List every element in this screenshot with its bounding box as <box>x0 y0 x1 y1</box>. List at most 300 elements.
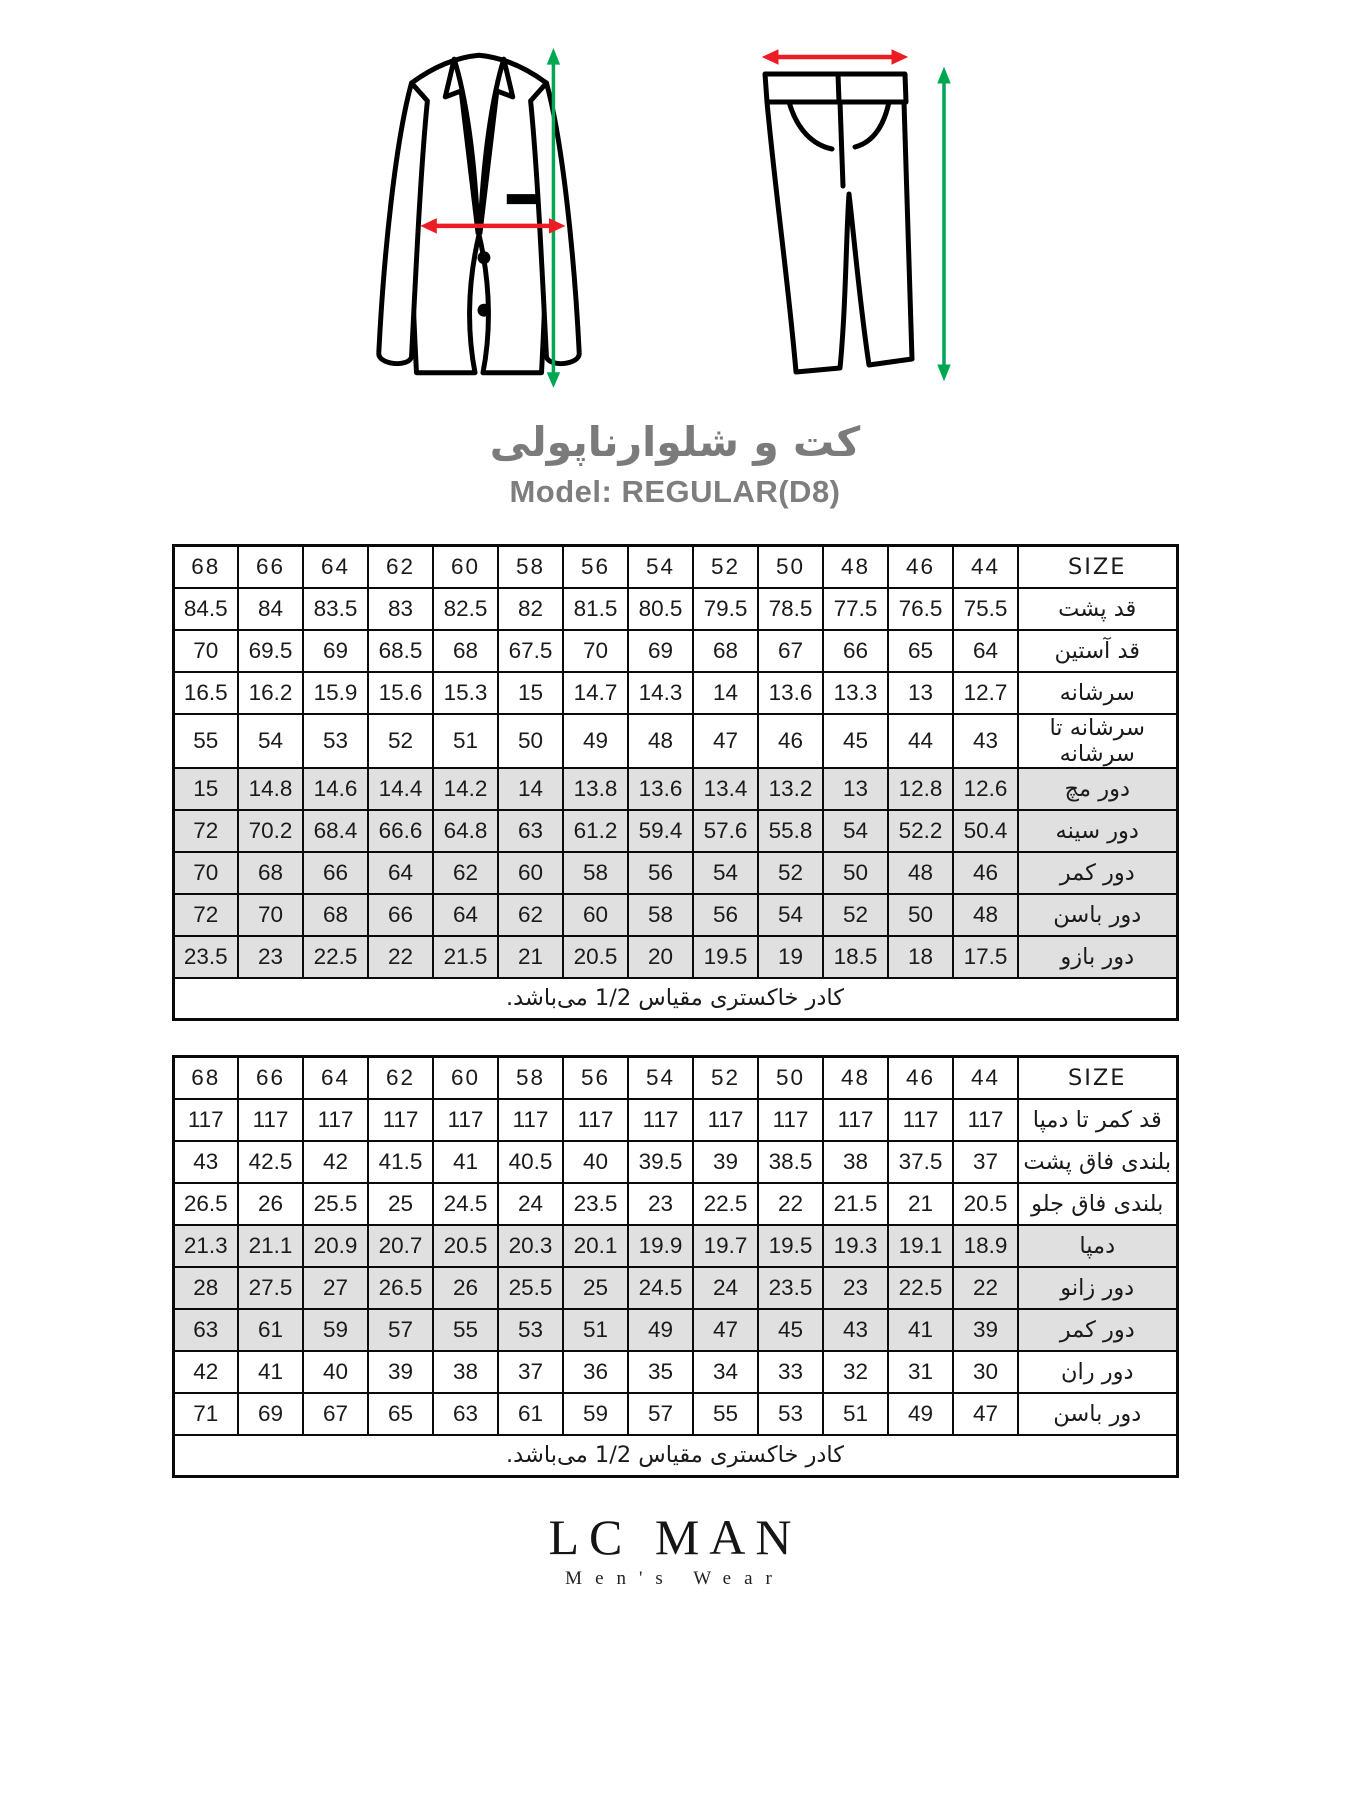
size-cell: 48 <box>823 546 888 588</box>
measurement-cell: 40 <box>303 1351 368 1393</box>
measurement-cell: 41 <box>238 1351 303 1393</box>
measurement-cell: 70 <box>563 630 628 672</box>
measurement-row <box>173 894 1177 936</box>
measurement-cell: 83.5 <box>303 588 368 630</box>
measurement-cell: 20.9 <box>303 1225 368 1267</box>
measurement-cell: 60 <box>498 852 563 894</box>
measurement-cell: 20.5 <box>563 936 628 978</box>
measurement-cell: 14.6 <box>303 768 368 810</box>
measurement-cell: 48 <box>953 894 1018 936</box>
measurement-cell: 117 <box>303 1099 368 1141</box>
measurement-cell: 53 <box>758 1393 823 1435</box>
measurement-cell: 18 <box>888 936 953 978</box>
measurement-cell: 17.5 <box>953 936 1018 978</box>
size-cell: 58 <box>498 546 563 588</box>
measurement-cell: 13 <box>888 672 953 714</box>
measurement-cell: 20.3 <box>498 1225 563 1267</box>
measurement-cell: 67.5 <box>498 630 563 672</box>
size-cell: 44 <box>953 1057 1018 1099</box>
measurement-cell: 34 <box>693 1351 758 1393</box>
measurement-cell: 53 <box>498 1309 563 1351</box>
pants-fly-line <box>840 102 843 186</box>
measurement-cell: 76.5 <box>888 588 953 630</box>
size-cell: 48 <box>823 1057 888 1099</box>
measurement-cell: 43 <box>173 1141 238 1183</box>
measurement-cell: 70.2 <box>238 810 303 852</box>
measurement-cell: 28 <box>173 1267 238 1309</box>
measurement-cell: 14.8 <box>238 768 303 810</box>
measurement-cell: 48 <box>888 852 953 894</box>
waist-width-arrow <box>763 50 907 64</box>
measurement-cell: 41 <box>888 1309 953 1351</box>
measurement-row <box>173 1225 1177 1267</box>
measurement-cell: 81.5 <box>563 588 628 630</box>
measurement-cell: 78.5 <box>758 588 823 630</box>
measurement-cell: 22.5 <box>303 936 368 978</box>
measurement-cell: 22.5 <box>693 1183 758 1225</box>
measurement-row <box>173 1267 1177 1309</box>
measurement-cell: 37 <box>498 1351 563 1393</box>
measurement-cell: 47 <box>953 1393 1018 1435</box>
measurement-cell: 51 <box>563 1309 628 1351</box>
measurement-cell: 69 <box>303 630 368 672</box>
measurement-cell: 68 <box>693 630 758 672</box>
measurement-cell: 32 <box>823 1351 888 1393</box>
measurement-cell: 37.5 <box>888 1141 953 1183</box>
measurement-cell: 117 <box>628 1099 693 1141</box>
size-cell: 46 <box>888 546 953 588</box>
pants-belt-seam <box>838 74 839 102</box>
measurement-cell: 65 <box>368 1393 433 1435</box>
measurement-cell: 19.7 <box>693 1225 758 1267</box>
measurement-cell: 51 <box>823 1393 888 1435</box>
size-label: SIZE <box>1018 1057 1177 1099</box>
jacket-line-art <box>350 38 608 388</box>
size-cell: 64 <box>303 1057 368 1099</box>
measurement-cell: 117 <box>433 1099 498 1141</box>
measurement-cell: 117 <box>758 1099 823 1141</box>
measurement-cell: 54 <box>693 852 758 894</box>
measurement-cell: 117 <box>823 1099 888 1141</box>
measurement-cell: 45 <box>758 1309 823 1351</box>
measurement-row <box>173 672 1177 714</box>
measurement-cell: 63 <box>173 1309 238 1351</box>
measurement-cell: 16.5 <box>173 672 238 714</box>
measurement-cell: 65 <box>888 630 953 672</box>
size-cell: 66 <box>238 1057 303 1099</box>
measurement-cell: 117 <box>563 1099 628 1141</box>
measurement-cell: 23.5 <box>173 936 238 978</box>
measurement-row-label: دور کمر <box>1018 1309 1177 1351</box>
jacket-button-bottom <box>478 304 491 317</box>
measurement-cell: 25 <box>563 1267 628 1309</box>
measurement-cell: 45 <box>823 714 888 768</box>
measurement-cell: 26.5 <box>368 1267 433 1309</box>
measurement-row <box>173 714 1177 768</box>
measurement-cell: 58 <box>563 852 628 894</box>
garment-illustrations <box>170 38 1140 390</box>
measurement-cell: 21.1 <box>238 1225 303 1267</box>
measurement-cell: 80.5 <box>628 588 693 630</box>
measurement-row <box>173 1183 1177 1225</box>
measurement-cell: 64 <box>433 894 498 936</box>
measurement-cell: 66 <box>303 852 368 894</box>
measurement-cell: 22 <box>368 936 433 978</box>
measurement-cell: 26 <box>238 1183 303 1225</box>
size-cell: 62 <box>368 546 433 588</box>
measurement-cell: 38.5 <box>758 1141 823 1183</box>
brand-footer <box>170 1509 1180 1590</box>
measurement-row-label: بلندی فاق جلو <box>1018 1183 1177 1225</box>
measurement-cell: 47 <box>693 1309 758 1351</box>
measurement-cell: 71 <box>173 1393 238 1435</box>
measurement-cell: 63 <box>498 810 563 852</box>
table-note-row <box>173 1435 1177 1477</box>
measurement-cell: 42.5 <box>238 1141 303 1183</box>
measurement-cell: 13.8 <box>563 768 628 810</box>
measurement-cell: 68.4 <box>303 810 368 852</box>
measurement-cell: 117 <box>888 1099 953 1141</box>
measurement-cell: 21.5 <box>433 936 498 978</box>
size-header-row <box>173 1057 1177 1099</box>
outseam-length-arrow <box>938 68 950 380</box>
measurement-row-label: بلندی فاق پشت <box>1018 1141 1177 1183</box>
measurement-row-label: سرشانه تا سرشانه <box>1018 714 1177 768</box>
size-label: SIZE <box>1018 546 1177 588</box>
measurement-cell: 21.3 <box>173 1225 238 1267</box>
measurement-cell: 49 <box>563 714 628 768</box>
measurement-cell: 49 <box>888 1393 953 1435</box>
measurement-cell: 12.6 <box>953 768 1018 810</box>
measurement-row-label: قد کمر تا دمپا <box>1018 1099 1177 1141</box>
measurement-cell: 57.6 <box>693 810 758 852</box>
measurement-cell: 59 <box>563 1393 628 1435</box>
measurement-cell: 43 <box>823 1309 888 1351</box>
measurement-cell: 25.5 <box>303 1183 368 1225</box>
pants-waistband <box>765 74 906 102</box>
measurement-cell: 84.5 <box>173 588 238 630</box>
measurement-cell: 117 <box>498 1099 563 1141</box>
measurement-cell: 14.7 <box>563 672 628 714</box>
measurement-cell: 21.5 <box>823 1183 888 1225</box>
measurement-row-label: دور بازو <box>1018 936 1177 978</box>
measurement-cell: 37 <box>953 1141 1018 1183</box>
measurement-cell: 24.5 <box>433 1183 498 1225</box>
measurement-cell: 24.5 <box>628 1267 693 1309</box>
measurement-cell: 117 <box>693 1099 758 1141</box>
measurement-cell: 50.4 <box>953 810 1018 852</box>
measurement-cell: 20.5 <box>953 1183 1018 1225</box>
measurement-row-label: دور باسن <box>1018 1393 1177 1435</box>
measurement-cell: 58 <box>628 894 693 936</box>
measurement-row-label: دور زانو <box>1018 1267 1177 1309</box>
pants-illustration <box>738 38 960 384</box>
measurement-cell: 70 <box>173 630 238 672</box>
measurement-cell: 33 <box>758 1351 823 1393</box>
measurement-cell: 77.5 <box>823 588 888 630</box>
measurement-cell: 40 <box>563 1141 628 1183</box>
measurement-row <box>173 768 1177 810</box>
measurement-cell: 19.9 <box>628 1225 693 1267</box>
size-cell: 52 <box>693 546 758 588</box>
measurement-cell: 70 <box>238 894 303 936</box>
measurement-cell: 83 <box>368 588 433 630</box>
measurement-row <box>173 936 1177 978</box>
size-cell: 60 <box>433 1057 498 1099</box>
measurement-cell: 26 <box>433 1267 498 1309</box>
measurement-cell: 15.3 <box>433 672 498 714</box>
measurement-cell: 52 <box>823 894 888 936</box>
measurement-cell: 24 <box>498 1183 563 1225</box>
measurement-cell: 52.2 <box>888 810 953 852</box>
measurement-cell: 19.1 <box>888 1225 953 1267</box>
measurement-row-label: سرشانه <box>1018 672 1177 714</box>
measurement-cell: 61.2 <box>563 810 628 852</box>
measurement-cell: 40.5 <box>498 1141 563 1183</box>
measurement-cell: 52 <box>368 714 433 768</box>
measurement-cell: 13.6 <box>758 672 823 714</box>
measurement-cell: 117 <box>953 1099 1018 1141</box>
measurement-row <box>173 810 1177 852</box>
measurement-cell: 15 <box>173 768 238 810</box>
brand-tagline: Men's Wear <box>565 1568 785 1589</box>
measurement-cell: 14.3 <box>628 672 693 714</box>
measurement-cell: 20 <box>628 936 693 978</box>
measurement-cell: 117 <box>368 1099 433 1141</box>
measurement-row <box>173 1351 1177 1393</box>
measurement-cell: 18.9 <box>953 1225 1018 1267</box>
measurement-cell: 41.5 <box>368 1141 433 1183</box>
measurement-cell: 23 <box>823 1267 888 1309</box>
measurement-row-label: دور کمر <box>1018 852 1177 894</box>
measurement-cell: 64.8 <box>433 810 498 852</box>
measurement-cell: 27.5 <box>238 1267 303 1309</box>
scale-note: کادر خاکستری مقیاس 1/2 می‌باشد. <box>173 978 1177 1020</box>
measurement-cell: 39 <box>368 1351 433 1393</box>
measurement-cell: 20.5 <box>433 1225 498 1267</box>
measurement-cell: 19.3 <box>823 1225 888 1267</box>
size-cell: 58 <box>498 1057 563 1099</box>
measurement-cell: 42 <box>173 1351 238 1393</box>
size-cell: 64 <box>303 546 368 588</box>
measurement-cell: 69.5 <box>238 630 303 672</box>
measurement-cell: 62 <box>433 852 498 894</box>
measurement-cell: 50 <box>888 894 953 936</box>
measurement-row-label: دور سینه <box>1018 810 1177 852</box>
measurement-cell: 39 <box>693 1141 758 1183</box>
measurement-cell: 44 <box>888 714 953 768</box>
size-cell: 56 <box>563 1057 628 1099</box>
measurement-cell: 75.5 <box>953 588 1018 630</box>
measurement-cell: 63 <box>433 1393 498 1435</box>
size-header-row <box>173 546 1177 588</box>
jacket-illustration <box>350 38 608 388</box>
measurement-cell: 13.3 <box>823 672 888 714</box>
measurement-cell: 21 <box>888 1183 953 1225</box>
measurement-cell: 31 <box>888 1351 953 1393</box>
measurement-cell: 66 <box>823 630 888 672</box>
measurement-cell: 61 <box>238 1309 303 1351</box>
measurement-cell: 68 <box>238 852 303 894</box>
measurement-cell: 55 <box>173 714 238 768</box>
measurement-cell: 60 <box>563 894 628 936</box>
measurement-cell: 68.5 <box>368 630 433 672</box>
measurement-cell: 56 <box>628 852 693 894</box>
measurement-cell: 68 <box>303 894 368 936</box>
measurement-cell: 46 <box>758 714 823 768</box>
measurement-cell: 47 <box>693 714 758 768</box>
measurement-cell: 18.5 <box>823 936 888 978</box>
size-cell: 54 <box>628 1057 693 1099</box>
measurement-cell: 14.4 <box>368 768 433 810</box>
measurement-cell: 55 <box>433 1309 498 1351</box>
measurement-cell: 19 <box>758 936 823 978</box>
measurement-cell: 64 <box>953 630 1018 672</box>
measurement-cell: 69 <box>238 1393 303 1435</box>
measurement-cell: 20.7 <box>368 1225 433 1267</box>
size-cell: 44 <box>953 546 1018 588</box>
measurement-cell: 36 <box>563 1351 628 1393</box>
measurement-row <box>173 1393 1177 1435</box>
measurement-cell: 42 <box>303 1141 368 1183</box>
measurement-cell: 48 <box>628 714 693 768</box>
measurement-cell: 57 <box>368 1309 433 1351</box>
measurement-cell: 12.7 <box>953 672 1018 714</box>
measurement-cell: 41 <box>433 1141 498 1183</box>
measurement-cell: 54 <box>823 810 888 852</box>
measurement-cell: 22 <box>953 1267 1018 1309</box>
measurement-cell: 69 <box>628 630 693 672</box>
measurement-cell: 22 <box>758 1183 823 1225</box>
measurement-cell: 13.4 <box>693 768 758 810</box>
measurement-cell: 68 <box>433 630 498 672</box>
measurement-cell: 20.1 <box>563 1225 628 1267</box>
measurement-cell: 64 <box>368 852 433 894</box>
jacket-size-table <box>172 544 1179 1021</box>
size-cell: 66 <box>238 546 303 588</box>
size-cell: 60 <box>433 546 498 588</box>
measurement-row-label: دور مچ <box>1018 768 1177 810</box>
size-cell: 68 <box>173 546 238 588</box>
model-subtitle: Model: REGULAR(D8) <box>509 474 841 509</box>
measurement-cell: 84 <box>238 588 303 630</box>
measurement-cell: 26.5 <box>173 1183 238 1225</box>
measurement-cell: 56 <box>693 894 758 936</box>
measurement-cell: 46 <box>953 852 1018 894</box>
measurement-row-label: دور باسن <box>1018 894 1177 936</box>
measurement-row <box>173 1309 1177 1351</box>
measurement-cell: 55.8 <box>758 810 823 852</box>
measurement-row-label: دور ران <box>1018 1351 1177 1393</box>
measurement-cell: 13.6 <box>628 768 693 810</box>
size-cell: 52 <box>693 1057 758 1099</box>
measurement-cell: 14 <box>693 672 758 714</box>
measurement-cell: 16.2 <box>238 672 303 714</box>
size-cell: 50 <box>758 546 823 588</box>
measurement-cell: 66.6 <box>368 810 433 852</box>
measurement-cell: 12.8 <box>888 768 953 810</box>
measurement-cell: 49 <box>628 1309 693 1351</box>
measurement-cell: 23.5 <box>563 1183 628 1225</box>
measurement-cell: 13 <box>823 768 888 810</box>
measurement-row <box>173 1141 1177 1183</box>
measurement-cell: 72 <box>173 810 238 852</box>
size-cell: 68 <box>173 1057 238 1099</box>
measurement-cell: 43 <box>953 714 1018 768</box>
measurement-cell: 50 <box>498 714 563 768</box>
measurement-cell: 39 <box>953 1309 1018 1351</box>
measurement-row-label: قد پشت <box>1018 588 1177 630</box>
measurement-cell: 15.9 <box>303 672 368 714</box>
measurement-row-label: قد آستین <box>1018 630 1177 672</box>
measurement-cell: 38 <box>433 1351 498 1393</box>
size-cell: 56 <box>563 546 628 588</box>
size-cell: 62 <box>368 1057 433 1099</box>
measurement-cell: 61 <box>498 1393 563 1435</box>
brand-logo-text: LC MAN <box>548 1509 802 1565</box>
size-cell: 54 <box>628 546 693 588</box>
jacket-button-top <box>478 251 491 264</box>
measurement-cell: 23 <box>238 936 303 978</box>
scale-note: کادر خاکستری مقیاس 1/2 می‌باشد. <box>173 1435 1177 1477</box>
measurement-row-label: دمپا <box>1018 1225 1177 1267</box>
measurement-cell: 67 <box>303 1393 368 1435</box>
measurement-row <box>173 588 1177 630</box>
measurement-cell: 62 <box>498 894 563 936</box>
measurement-cell: 23 <box>628 1183 693 1225</box>
measurement-cell: 50 <box>823 852 888 894</box>
measurement-cell: 66 <box>368 894 433 936</box>
table-note-row <box>173 978 1177 1020</box>
measurement-cell: 52 <box>758 852 823 894</box>
size-cell: 50 <box>758 1057 823 1099</box>
size-chart-sheet <box>170 0 1180 1590</box>
measurement-cell: 30 <box>953 1351 1018 1393</box>
measurement-cell: 79.5 <box>693 588 758 630</box>
measurement-cell: 14 <box>498 768 563 810</box>
measurement-cell: 53 <box>303 714 368 768</box>
measurement-cell: 70 <box>173 852 238 894</box>
measurement-cell: 39.5 <box>628 1141 693 1183</box>
measurement-cell: 117 <box>238 1099 303 1141</box>
measurement-cell: 67 <box>758 630 823 672</box>
measurement-cell: 117 <box>173 1099 238 1141</box>
measurement-row <box>173 630 1177 672</box>
measurement-row <box>173 1099 1177 1141</box>
measurement-cell: 23.5 <box>758 1267 823 1309</box>
measurement-cell: 14.2 <box>433 768 498 810</box>
measurement-cell: 54 <box>238 714 303 768</box>
measurement-cell: 25.5 <box>498 1267 563 1309</box>
measurement-cell: 54 <box>758 894 823 936</box>
measurement-cell: 55 <box>693 1393 758 1435</box>
measurement-cell: 35 <box>628 1351 693 1393</box>
measurement-cell: 13.2 <box>758 768 823 810</box>
measurement-row <box>173 852 1177 894</box>
measurement-cell: 15 <box>498 672 563 714</box>
measurement-cell: 59.4 <box>628 810 693 852</box>
measurement-cell: 22.5 <box>888 1267 953 1309</box>
measurement-cell: 25 <box>368 1183 433 1225</box>
measurement-cell: 15.6 <box>368 672 433 714</box>
measurement-cell: 27 <box>303 1267 368 1309</box>
size-cell: 46 <box>888 1057 953 1099</box>
measurement-cell: 51 <box>433 714 498 768</box>
measurement-cell: 57 <box>628 1393 693 1435</box>
pants-line-art <box>738 44 960 384</box>
pants-size-table <box>172 1055 1179 1478</box>
measurement-cell: 21 <box>498 936 563 978</box>
